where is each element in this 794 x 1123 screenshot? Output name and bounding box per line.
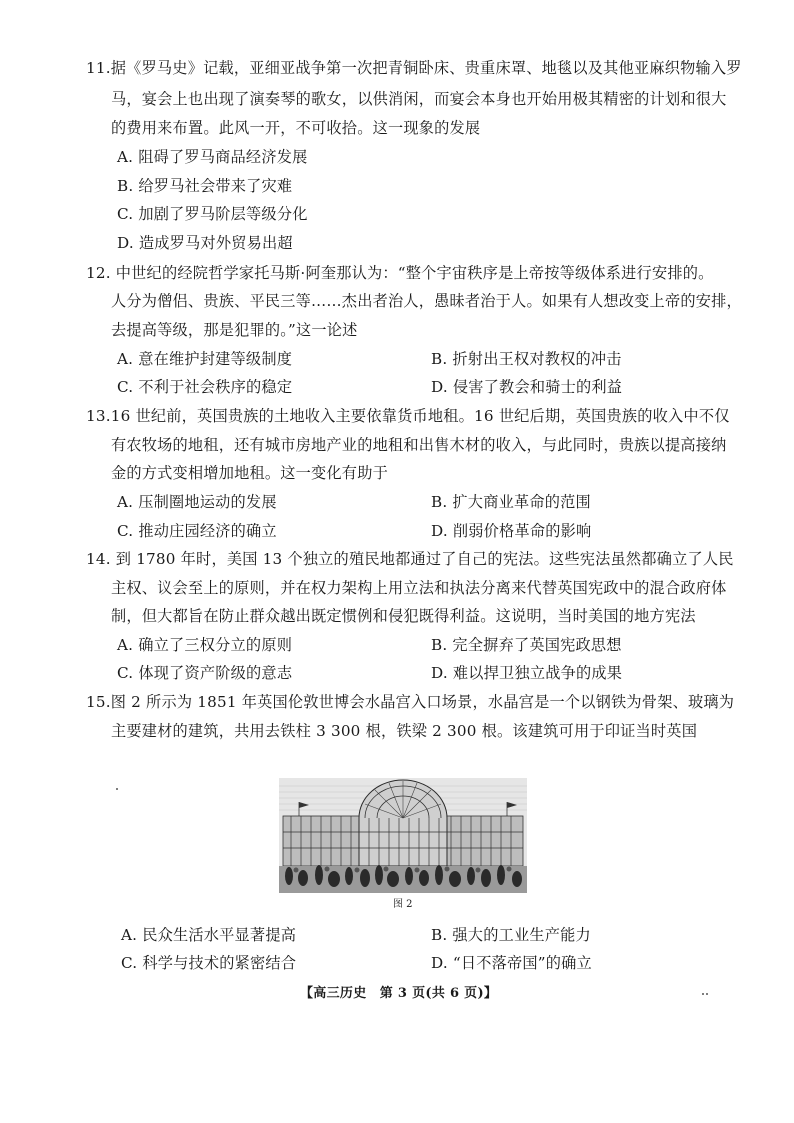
question-11-option-d[interactable]: D. 造成罗马对外贸易出超	[117, 234, 293, 252]
question-12-option-a[interactable]: A. 意在维护封建等级制度	[117, 350, 293, 368]
page-footer: 【高三历史 第 3 页(共 6 页)】	[300, 986, 498, 1001]
question-12-option-b[interactable]: B. 折射出王权对教权的冲击	[431, 350, 622, 368]
question-15-option-c[interactable]: C. 科学与技术的紧密结合	[121, 954, 297, 972]
question-12-option-d[interactable]: D. 侵害了教会和骑士的利益	[431, 378, 623, 396]
crystal-palace-illustration	[279, 778, 527, 893]
question-14-option-a[interactable]: A. 确立了三权分立的原则	[117, 636, 293, 654]
question-11-line-3: 的费用来布置。此风一开，不可收拾。这一现象的发展	[111, 119, 481, 137]
question-15-line-1: 15.图 2 所示为 1851 年英国伦敦世博会水晶宫入口场景，水晶宫是一个以钢铁为骨架、玻璃为	[86, 693, 735, 711]
question-11-option-b[interactable]: B. 给罗马社会带来了灾难	[117, 177, 293, 195]
question-14-line-2: 主权、议会至上的原则，并在权力架构上用立法和执法分离来代替英国宪政中的混合政府体	[111, 579, 727, 597]
question-12-line-1: 12. 中世纪的经院哲学家托马斯·阿奎那认为：“整个宇宙秩序是上帝按等级体系进行安排的。	[86, 264, 714, 282]
question-12-line-3: 去提高等级，那是犯罪的。”这一论述	[111, 321, 358, 339]
scan-speck	[706, 993, 708, 995]
question-13-option-c[interactable]: C. 推动庄园经济的确立	[117, 522, 277, 540]
question-15-option-b[interactable]: B. 强大的工业生产能力	[431, 926, 591, 944]
question-13-option-d[interactable]: D. 削弱价格革命的影响	[431, 522, 592, 540]
question-11-option-a[interactable]: A. 阻碍了罗马商品经济发展	[117, 148, 308, 166]
question-14-line-1: 14. 到 1780 年时，美国 13 个独立的殖民地都通过了自己的宪法。这些宪法虽然都确立了人民	[86, 550, 734, 568]
question-13-line-1: 13.16 世纪前，英国贵族的土地收入主要依靠货币地租。16 世纪后期，英国贵族的收入中不仅	[86, 407, 730, 425]
question-15-option-d[interactable]: D. “日不落帝国”的确立	[431, 954, 592, 972]
figure-caption: 图 2	[393, 899, 413, 910]
question-13-line-2: 有农牧场的地租，还有城市房地产业的地租和出售木材的收入，与此同时，贵族以提高接纳	[111, 436, 727, 454]
question-14-line-3: 制，但大都旨在防止群众越出既定惯例和侵犯既得利益。这说明，当时美国的地方宪法	[111, 607, 696, 625]
question-15-option-a[interactable]: A. 民众生活水平显著提高	[121, 926, 297, 944]
question-15-line-2: 主要建材的建筑，共用去铁柱 3 300 根，铁梁 2 300 根。该建筑可用于印证当时英国	[111, 722, 698, 740]
question-13-option-a[interactable]: A. 压制圈地运动的发展	[117, 493, 277, 511]
question-14-option-b[interactable]: B. 完全摒弃了英国宪政思想	[431, 636, 622, 654]
question-13-option-b[interactable]: B. 扩大商业革命的范围	[431, 493, 591, 511]
question-13-line-3: 金的方式变相增加地租。这一变化有助于	[111, 464, 388, 482]
question-12-option-c[interactable]: C. 不利于社会秩序的稳定	[117, 378, 293, 396]
crystal-palace-drawing	[279, 778, 527, 893]
question-11-line-1: 11.据《罗马史》记载，亚细亚战争第一次把青铜卧床、贵重床罩、地毯以及其他亚麻织物输入罗	[86, 59, 742, 77]
question-14-option-d[interactable]: D. 难以捍卫独立战争的成果	[431, 664, 623, 682]
question-12-line-2: 人分为僧侣、贵族、平民三等……杰出者治人，愚昧者治于人。如果有人想改变上帝的安排，	[111, 292, 742, 310]
scan-speck	[116, 788, 118, 790]
scan-speck	[702, 993, 704, 995]
question-11-line-2: 马，宴会上也出现了演奏琴的歌女，以供消闲，而宴会本身也开始用极其精密的计划和很大	[111, 90, 727, 108]
question-11-option-c[interactable]: C. 加剧了罗马阶层等级分化	[117, 205, 308, 223]
question-14-option-c[interactable]: C. 体现了资产阶级的意志	[117, 664, 293, 682]
